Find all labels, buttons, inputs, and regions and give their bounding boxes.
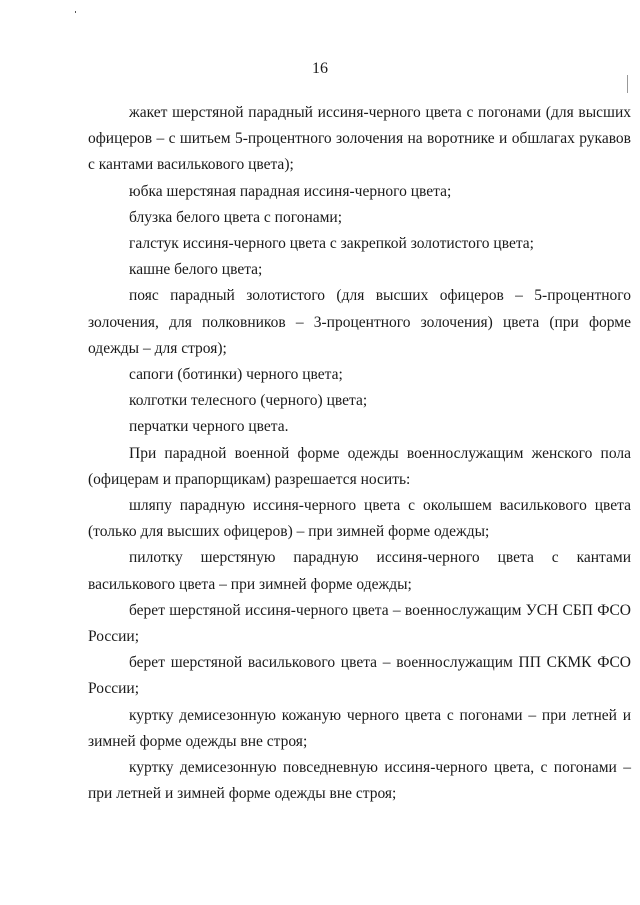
page-number: 16 bbox=[312, 60, 328, 77]
paragraph: пояс парадный золотистого (для высших офицеров – 5-процентного золочения, для полковников – 3-процентного золочения) цвета (при форме одежды – для строя); bbox=[88, 287, 631, 357]
paragraph: пилотку шерстяную парадную иссиня-черного цвета с кантами василькового цвета – при зимней форме одежды; bbox=[88, 549, 631, 593]
paragraph: При парадной военной форме одежды военнослужащим женского пола (офицерам и прапорщикам) разрешается носить: bbox=[88, 444, 631, 488]
paragraph: жакет шерстяной парадный иссиня-черного цвета с погонами (для высших офицеров – с шитьем 5-процентного золочения на воротнике и обшлагах рукавов с кантами василькового цвета); bbox=[88, 104, 631, 174]
paragraph: шляпу парадную иссиня-черного цвета с околышем василькового цвета (только для высших офицеров) – при зимней форме одежды; bbox=[88, 497, 631, 541]
paragraph: галстук иссиня-черного цвета с закрепкой золотистого цвета; bbox=[129, 235, 534, 253]
paragraph: кашне белого цвета; bbox=[129, 261, 263, 279]
paragraph: юбка шерстяная парадная иссиня-черного цвета; bbox=[129, 182, 452, 200]
paragraph: куртку демисезонную кожаную черного цвета с погонами – при летней и зимней форме одежды вне строя; bbox=[88, 706, 631, 750]
paragraph: колготки телесного (черного) цвета; bbox=[129, 392, 368, 410]
paragraph: перчатки черного цвета. bbox=[129, 418, 289, 436]
document-body bbox=[88, 100, 631, 807]
paragraph: берет шерстяной василькового цвета – военнослужащим ПП СКМК ФСО России; bbox=[88, 654, 631, 698]
paragraph: блузка белого цвета с погонами; bbox=[129, 208, 343, 226]
scan-speck bbox=[75, 11, 76, 13]
paragraph: берет шерстяной иссиня-черного цвета – военнослужащим УСН СБП ФСО России; bbox=[88, 601, 631, 646]
paragraph: куртку демисезонную повседневную иссиня-черного цвета, с погонами – при летней и зимней форме одежды вне строя; bbox=[88, 759, 631, 803]
paragraph: сапоги (ботинки) черного цвета; bbox=[129, 366, 343, 384]
